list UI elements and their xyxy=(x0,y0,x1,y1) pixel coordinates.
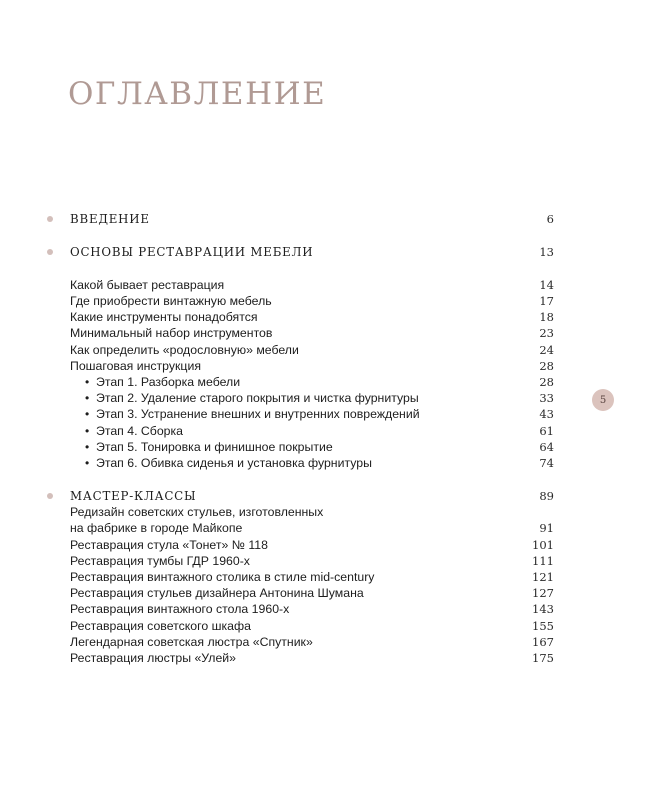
sub-bullet-icon: • xyxy=(85,424,90,438)
toc-entry-title: Этап 2. Удаление старого покрытия и чистка фурнитуры xyxy=(96,391,419,405)
page-title: ОГЛАВЛЕНИЕ xyxy=(68,76,327,112)
toc-entry-title: Реставрация винтажного столика в стиле mid-century xyxy=(70,570,375,584)
sub-bullet-icon: • xyxy=(85,391,90,405)
toc-entry-title: ОСНОВЫ РЕСТАВРАЦИИ МЕБЕЛИ xyxy=(70,245,314,259)
toc-entry-page: 61 xyxy=(539,424,554,438)
page-number-badge: 5 xyxy=(592,389,614,411)
toc-entry-title: Этап 4. Сборка xyxy=(96,424,184,438)
toc-entry-page: 14 xyxy=(539,278,554,292)
toc-item[interactable] xyxy=(0,634,646,650)
toc-entry-page: 101 xyxy=(532,538,554,552)
toc-entry-page: 28 xyxy=(539,375,554,389)
toc-entry-title: Реставрация винтажного стола 1960-х xyxy=(70,602,290,616)
section-bullet-icon xyxy=(47,249,53,255)
toc-entry-title: Какие инструменты понадобятся xyxy=(70,310,258,324)
toc-entry-title: Реставрация стульев дизайнера Антонина Шумана xyxy=(70,586,364,600)
toc-entry-title: Минимальный набор инструментов xyxy=(70,326,273,340)
toc-entry-title: Этап 6. Обивка сиденья и установка фурнитуры xyxy=(96,456,372,470)
section-bullet-icon xyxy=(47,216,53,222)
toc-entry-page: 33 xyxy=(539,391,554,405)
toc-entry-title: Редизайн советских стульев, изготовленных xyxy=(70,505,324,519)
toc-entry-page: 143 xyxy=(532,602,554,616)
toc-item[interactable] xyxy=(0,342,646,358)
toc-entry-page: 17 xyxy=(539,294,554,308)
toc-entry-title: Пошаговая инструкция xyxy=(70,359,201,373)
toc-item[interactable] xyxy=(0,358,646,374)
toc-entry-title: Реставрация советского шкафа xyxy=(70,619,251,633)
section-bullet-icon xyxy=(47,493,53,499)
toc-entry-title: Этап 1. Разборка мебели xyxy=(96,375,241,389)
toc-subitem[interactable] xyxy=(0,374,646,390)
toc-entry-page: 23 xyxy=(539,326,554,340)
sub-bullet-icon: • xyxy=(85,407,90,421)
toc-entry-page: 91 xyxy=(539,521,554,535)
toc-item[interactable] xyxy=(0,553,646,569)
toc-subitem[interactable] xyxy=(0,390,646,406)
toc-entry-page: 74 xyxy=(539,456,554,470)
sub-bullet-icon: • xyxy=(85,440,90,454)
toc-entry-title: Реставрация стула «Тонет» № 118 xyxy=(70,538,268,552)
toc-entry-page: 6 xyxy=(546,212,554,226)
toc-subitem[interactable] xyxy=(0,455,646,471)
toc-entry-page: 18 xyxy=(539,310,554,324)
toc-entry-page: 127 xyxy=(532,586,554,600)
toc-subitem[interactable] xyxy=(0,439,646,455)
toc-entry-page: 175 xyxy=(532,651,554,665)
toc-subitem[interactable] xyxy=(0,406,646,422)
toc-item[interactable] xyxy=(0,569,646,585)
toc-entry-title: на фабрике в городе Майкопе xyxy=(70,521,243,535)
toc-entry-title: Какой бывает реставрация xyxy=(70,278,225,292)
toc-item[interactable] xyxy=(0,293,646,309)
toc-item[interactable] xyxy=(0,309,646,325)
toc-entry-page: 121 xyxy=(532,570,554,584)
toc-item[interactable] xyxy=(0,585,646,601)
toc-item[interactable] xyxy=(0,537,646,553)
sub-bullet-icon: • xyxy=(85,375,90,389)
toc-subitem[interactable] xyxy=(0,423,646,439)
toc-item[interactable] xyxy=(0,277,646,293)
toc-entry-title: Как определить «родословную» мебели xyxy=(70,343,299,357)
toc-entry-title: Этап 3. Устранение внешних и внутренних повреждений xyxy=(96,407,420,421)
toc-section[interactable] xyxy=(0,244,646,260)
toc-entry-page: 155 xyxy=(532,619,554,633)
toc-item[interactable] xyxy=(0,650,646,666)
toc-item[interactable] xyxy=(0,325,646,341)
toc-entry-title: ВВЕДЕНИЕ xyxy=(70,212,150,226)
toc-entry-page: 111 xyxy=(532,554,554,568)
toc-entry-title: Этап 5. Тонировка и финишное покрытие xyxy=(96,440,333,454)
toc-entry-title: Реставрация люстры «Улей» xyxy=(70,651,237,665)
toc-section[interactable] xyxy=(0,488,646,504)
toc-entry-title: МАСТЕР-КЛАССЫ xyxy=(70,489,197,503)
toc-entry-page: 13 xyxy=(539,245,554,259)
toc-entry-page: 43 xyxy=(539,407,554,421)
sub-bullet-icon: • xyxy=(85,456,90,470)
toc-entry-title: Реставрация тумбы ГДР 1960-х xyxy=(70,554,250,568)
toc-item[interactable] xyxy=(0,520,646,536)
toc-entry-page: 64 xyxy=(539,440,554,454)
toc-item[interactable] xyxy=(0,618,646,634)
toc-entry-page: 89 xyxy=(539,489,554,503)
toc-entry-page: 28 xyxy=(539,359,554,373)
toc-entry-title: Где приобрести винтажную мебель xyxy=(70,294,272,308)
toc-entry-title: Легендарная советская люстра «Спутник» xyxy=(70,635,313,649)
toc-item[interactable] xyxy=(0,601,646,617)
toc-entry-page: 24 xyxy=(539,343,554,357)
toc-item[interactable] xyxy=(0,504,646,520)
toc-entry-page: 167 xyxy=(532,635,554,649)
toc-section[interactable] xyxy=(0,211,646,227)
